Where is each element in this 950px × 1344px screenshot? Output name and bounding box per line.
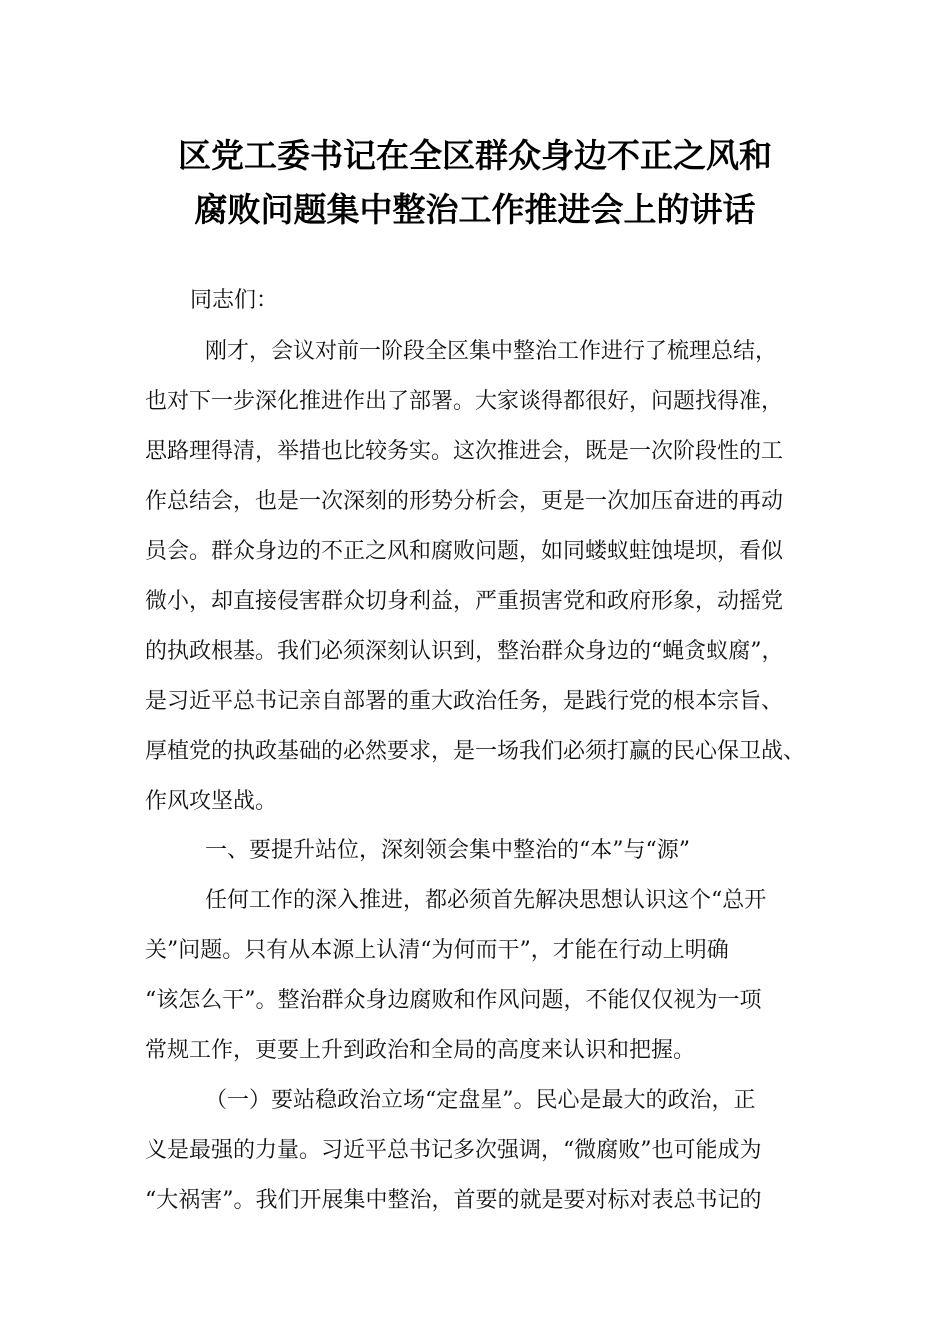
paragraph-line: 作总结会，也是一次深刻的形势分析会，更是一次加压奋进的再动 (145, 489, 784, 514)
subsection-heading-1: （一）要站稳政治立场“定盘星”。民心是最大的政治，正 (205, 1088, 756, 1113)
paragraph-line: 关”问题。只有从本源上认清“为何而干”，才能在行动上明确 (145, 938, 729, 963)
paragraph-line: “大祸害”。我们开展集中整治，首要的就是要对标对表总书记的 (145, 1188, 762, 1213)
paragraph-line: “该怎么干”。整治群众身边腐败和作风问题，不能仅仅视为一项 (145, 988, 762, 1013)
paragraph-line: 微小，却直接侵害群众切身利益，严重损害党和政府形象，动摇党 (145, 589, 784, 614)
paragraph-line: 刚才，会议对前一阶段全区集中整治工作进行了梳理总结， (205, 339, 778, 364)
paragraph-line: 厚植党的执政基础的必然要求，是一场我们必须打赢的民心保卫战、 (145, 739, 806, 764)
document-title-line-1: 区党工委书记在全区群众身边不正之风和 (178, 136, 772, 175)
paragraph-line: 也对下一步深化推进作出了部署。大家谈得都很好，问题找得准， (145, 389, 784, 414)
document-title-line-2: 腐败问题集中整治工作推进会上的讲话 (194, 190, 756, 229)
paragraph-line: 任何工作的深入推进，都必须首先解决思想认识这个“总开 (205, 888, 767, 913)
paragraph-line: 的执政根基。我们必须深刻认识到，整治群众身边的“蝇贪蚁腐”， (145, 639, 784, 664)
paragraph-line: 是习近平总书记亲自部署的重大政治任务，是践行党的根本宗旨、 (145, 689, 784, 714)
paragraph-line: 义是最强的力量。习近平总书记多次强调，“微腐败”也可能成为 (145, 1138, 762, 1163)
salutation: 同志们： (190, 288, 279, 313)
paragraph-line: 员会。群众身边的不正之风和腐败问题，如同蝼蚁蛀蚀堤坝，看似 (145, 539, 784, 564)
paragraph-line: 思路理得清，举措也比较务实。这次推进会，既是一次阶段性的工 (145, 439, 784, 464)
paragraph-line: 作风攻坚战。 (145, 789, 278, 814)
paragraph-line: 常规工作，更要上升到政治和全局的高度来认识和把握。 (145, 1038, 696, 1063)
section-heading-1: 一、要提升站位，深刻领会集中整治的“本”与“源” (205, 838, 690, 863)
